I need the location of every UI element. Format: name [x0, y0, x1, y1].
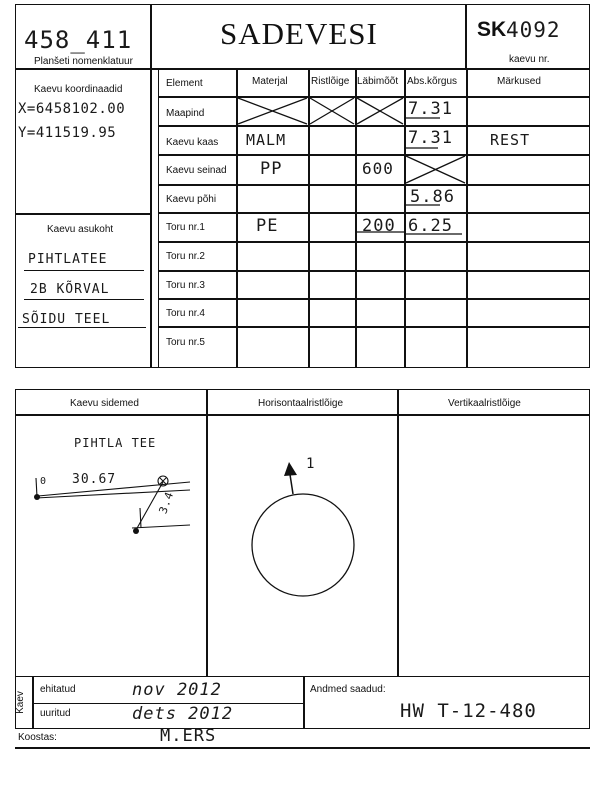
nomenclature-value: 458_411 — [24, 26, 133, 54]
maapind-abs: 7.31 — [408, 99, 453, 119]
nomenclature-label: Planšeti nomenklatuur — [34, 56, 133, 67]
header-markused: Märkused — [497, 76, 541, 87]
kaevu-sidemed-label: Kaevu sidemed — [70, 398, 139, 409]
row-element: Kaevu seinad — [166, 165, 227, 176]
andmed-saadud-label: Andmed saadud: — [310, 684, 386, 695]
toru1-abs: 6.25 — [408, 216, 453, 236]
header-abs-korgus: Abs.kõrgus — [407, 76, 458, 87]
kaev-label: Kaev — [14, 691, 26, 714]
toru1-materjal: PE — [256, 216, 279, 236]
ehitatud-label: ehitatud — [40, 684, 76, 695]
location-line-3: SÕIDU TEEL — [22, 312, 111, 327]
sketch-street-name: PIHTLA TEE — [74, 436, 157, 450]
header-materjal: Materjal — [252, 76, 288, 87]
header-element: Element — [166, 78, 203, 89]
pipe-number: 1 — [306, 456, 316, 472]
row-element: Toru nr.1 — [166, 222, 205, 233]
row-element: Toru nr.2 — [166, 251, 205, 262]
sketch-distance-3: 0 — [40, 476, 48, 487]
header-ristloige: Ristlõige — [311, 76, 350, 87]
ehitatud-value: nov 2012 — [132, 680, 222, 700]
well-number: 4092 — [506, 18, 561, 42]
location-line-1: PIHTLATEE — [28, 252, 108, 267]
location-line-2: 2B KÕRVAL — [30, 282, 110, 297]
koostas-value: M.ERS — [160, 726, 217, 746]
kaas-abs: 7.31 — [408, 128, 453, 148]
page-title: SADEVESI — [220, 16, 378, 51]
row-element: Kaevu põhi — [166, 194, 217, 205]
row-element: Toru nr.5 — [166, 337, 205, 348]
location-label: Kaevu asukoht — [47, 224, 114, 235]
row-element: Maapind — [166, 108, 205, 119]
andmed-saadud-value: HW T-12-480 — [400, 700, 537, 722]
row-element: Kaevu kaas — [166, 137, 219, 148]
well-prefix: SK — [477, 18, 507, 41]
row-element: Toru nr.3 — [166, 280, 205, 291]
kaas-materjal: MALM — [246, 131, 287, 149]
uuritud-label: uuritud — [40, 708, 71, 719]
coord-x: X=6458102.00 — [18, 101, 126, 117]
coord-y: Y=411519.95 — [18, 125, 117, 141]
horisontaal-label: Horisontaalristlõige — [258, 398, 344, 409]
uuritud-value: dets 2012 — [132, 704, 234, 724]
toru1-labimoot: 200 — [362, 216, 396, 236]
coords-label: Kaevu koordinaadid — [34, 84, 123, 95]
seinad-labimoot: 600 — [362, 159, 394, 178]
vertikaal-label: Vertikaalristlõige — [448, 398, 521, 409]
kaas-markused: REST — [490, 131, 531, 149]
koostas-label: Koostas: — [18, 732, 57, 743]
sketch-distance-1: 30.67 — [72, 472, 117, 487]
header-labimoot: Läbimõõt — [357, 76, 399, 87]
row-element: Toru nr.4 — [166, 308, 205, 319]
sketch-distance-2: 3.4 — [156, 489, 177, 516]
seinad-materjal: PP — [260, 159, 283, 179]
footer-hline — [15, 747, 590, 749]
footer-divider — [303, 677, 305, 729]
well-number-label: kaevu nr. — [509, 54, 550, 65]
pohi-abs: 5.86 — [410, 187, 455, 207]
